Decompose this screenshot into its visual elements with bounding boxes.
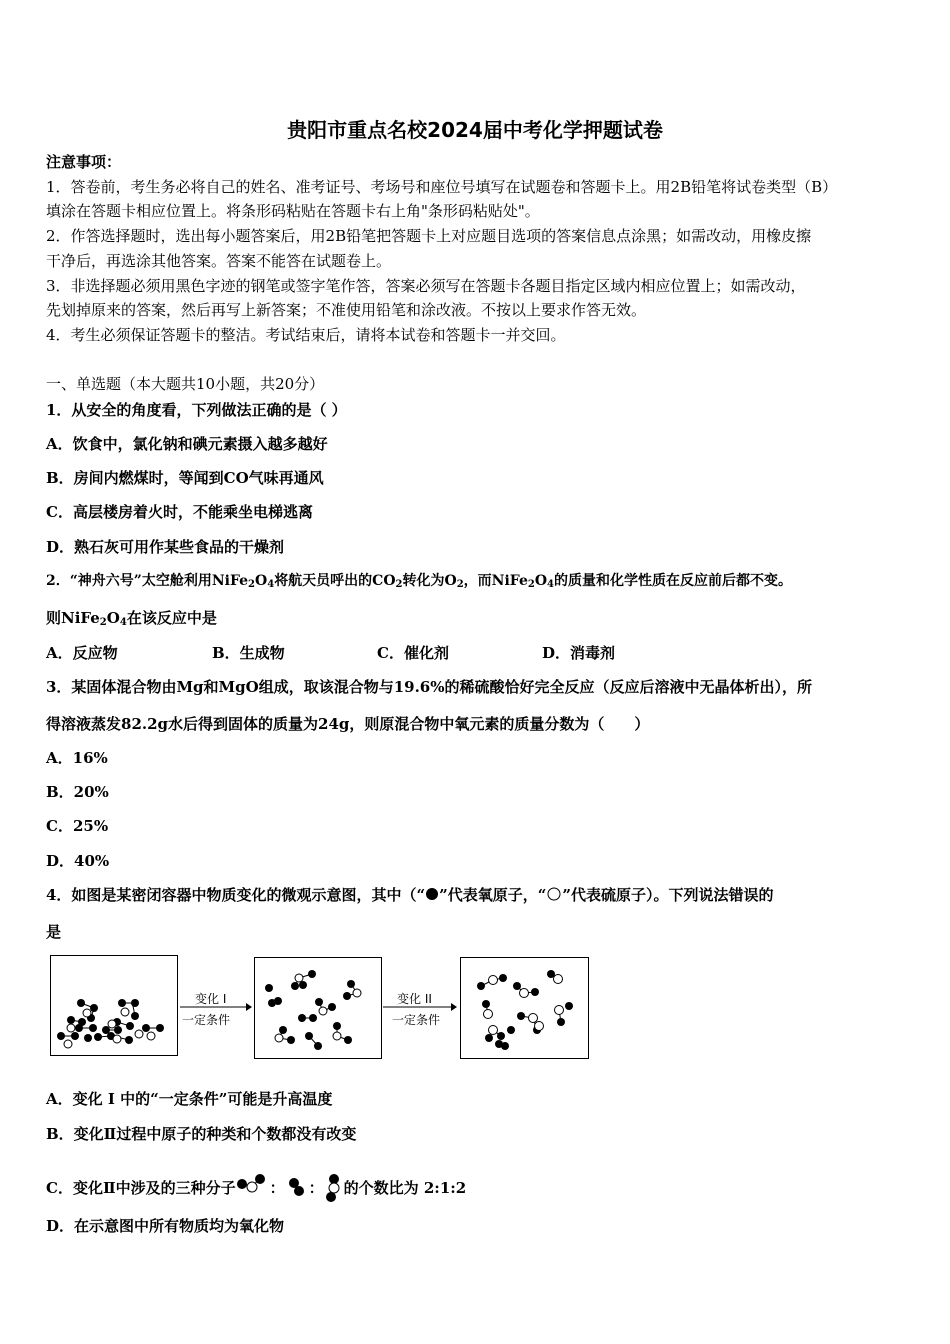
so3-molecule-icon [324, 1170, 344, 1204]
change-1-condition: 一定条件 [182, 1013, 231, 1027]
diagram-box-final [460, 957, 589, 1059]
q4-stem-line-2: 是 [46, 923, 62, 941]
initial-molecules [51, 956, 177, 1055]
change-1-label: 变化 I [195, 992, 227, 1006]
diagram-box-middle [254, 957, 382, 1059]
q3-option-b[interactable]: B．20% [46, 783, 109, 801]
q1-option-b[interactable]: B．房间内燃煤时，等闻到CO气味再通风 [46, 469, 324, 487]
page-title: 贵阳市重点名校2024届中考化学押题试卷 [287, 118, 663, 142]
q4-option-a[interactable]: A．变化 I 中的“一定条件”可能是升高温度 [46, 1090, 333, 1108]
diagram-box-initial [50, 955, 178, 1056]
notice-heading: 注意事项： [46, 153, 122, 171]
change-2-label: 变化 II [397, 992, 432, 1006]
q2-option-b[interactable]: B．生成物 [212, 644, 285, 662]
o2-molecule-icon [285, 1172, 309, 1202]
oxygen-atom-icon [425, 887, 439, 901]
notice-line-1: 1．答卷前，考生务必将自己的姓名、准考证号、考场号和座位号填写在试题卷和答题卡上。用2B铅笔将试卷类型（B） [46, 178, 838, 196]
q3-option-c[interactable]: C．25% [46, 817, 109, 835]
q4-option-c[interactable]: C．变化Ⅱ中涉及的三种分子 ： ： 的个数比为 2:1:2 [46, 1170, 466, 1204]
final-molecules [461, 958, 588, 1058]
q3-option-a[interactable]: A．16% [46, 749, 108, 767]
q3-stem-line-1: 3．某固体混合物由Mg和MgO组成，取该混合物与19.6%的稀硫酸恰好完全反应（反应后溶液中无晶体析出），所 [46, 678, 812, 696]
q3-stem-line-2: 得溶液蒸发82.2g水后得到固体的质量为24g，则原混合物中氧元素的质量分数为（ ） [46, 715, 650, 733]
so2-molecule-icon [236, 1172, 270, 1202]
q3-option-d[interactable]: D．40% [46, 852, 110, 870]
middle-molecules [255, 958, 381, 1058]
notice-line-5: 3．非选择题必须用黑色字迹的钢笔或签字笔作答，答案必须写在答题卡各题目指定区域内相应位置上；如需改动， [46, 277, 806, 295]
q1-option-d[interactable]: D．熟石灰可用作某些食品的干燥剂 [46, 538, 285, 556]
q1-option-a[interactable]: A．饮食中，氯化钠和碘元素摄入越多越好 [46, 435, 328, 453]
notice-line-2: 填涂在答题卡相应位置上。将条形码粘贴在答题卡右上角"条形码粘贴处"。 [46, 202, 540, 220]
section-heading: 一、单选题（本大题共10小题，共20分） [46, 375, 325, 393]
notice-line-3: 2．作答选择题时，选出每小题答案后，用2B铅笔把答题卡上对应题目选项的答案信息点涂黑；如需改动，用橡皮擦 [46, 227, 812, 245]
change-2-condition: 一定条件 [392, 1013, 441, 1027]
notice-line-4: 干净后，再选涂其他答案。答案不能答在试题卷上。 [46, 252, 392, 270]
q2-stem: 2．“神舟六号”太空舱利用$NiFe_2O_4$将航天员呼出的$CO_2$转化为$O_2$，而$NiFe_2O_4$的质量和化学性质在反应前后都不变。 [46, 573, 793, 590]
q4-option-d[interactable]: D．在示意图中所有物质均为氧化物 [46, 1217, 285, 1235]
sulfur-atom-icon [546, 887, 562, 901]
notice-line-6: 先划掉原来的答案，然后再写上新答案；不准使用铅笔和涂改液。不按以上要求作答无效。 [46, 301, 647, 319]
q4-stem-line-1: 4．如图是某密闭容器中物质变化的微观示意图，其中（“ ”代表氧原子，“ ”代表硫原子）。下列说法错误的 [46, 886, 774, 904]
q1-stem: 1．从安全的角度看，下列做法正确的是（ ） [46, 401, 347, 419]
notice-line-7: 4．考生必须保证答题卡的整洁。考试结束后，请将本试卷和答题卡一并交回。 [46, 326, 566, 344]
q1-option-c[interactable]: C．高层楼房着火时，不能乘坐电梯逃离 [46, 503, 313, 521]
q4-option-b[interactable]: B．变化Ⅱ过程中原子的种类和个数都没有改变 [46, 1125, 357, 1143]
q2-stem-line-2: 则$NiFe_2O_4$在该反应中是 [46, 609, 217, 628]
q2-option-a[interactable]: A．反应物 [46, 644, 118, 662]
q2-option-d[interactable]: D．消毒剂 [542, 644, 616, 662]
q2-option-c[interactable]: C．催化剂 [377, 644, 449, 662]
